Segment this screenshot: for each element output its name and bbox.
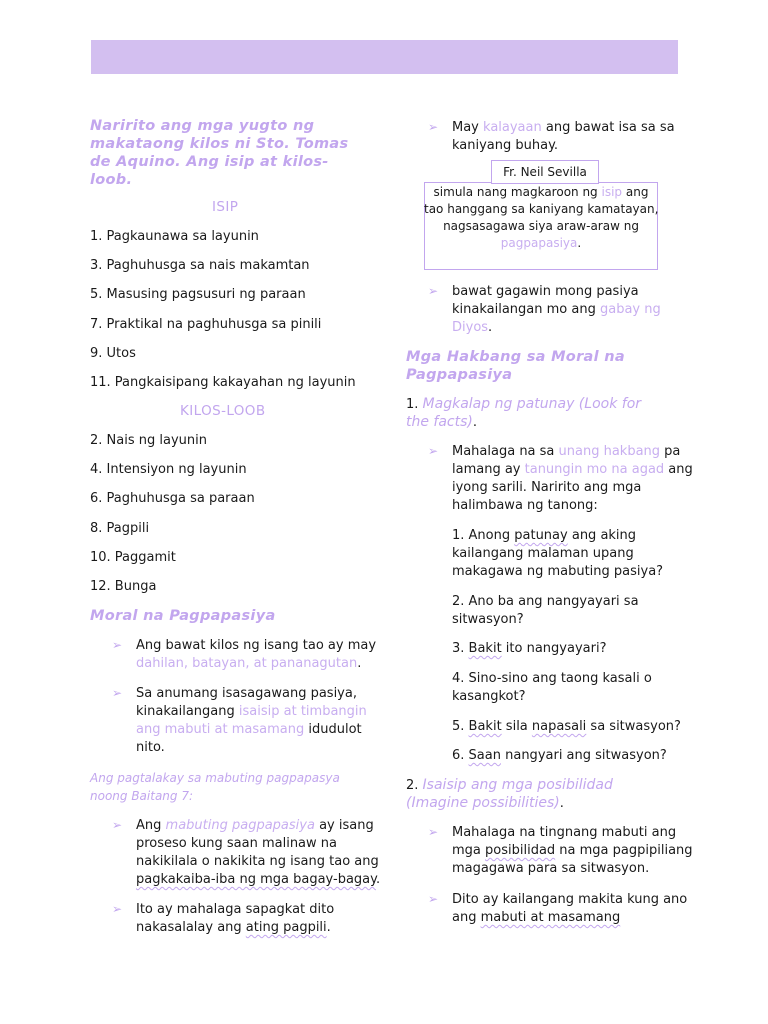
bullet-text: halimbawa ng tanong: [452, 498, 598, 513]
question-item: kailangang malaman upang [452, 546, 634, 561]
bullet-text: Ang bawat kilos ng isang tao ay may [136, 638, 377, 653]
isip-item: 5. Masusing pagsusuri ng paraan [90, 287, 306, 302]
quote-line: tao hanggang sa kaniyang kamatayan, [424, 202, 659, 216]
bullet-text: kinakailangan mo ang gabay ng [452, 302, 661, 317]
arrow-bullet-icon: ➢ [428, 284, 439, 298]
bullet-text: Sa anumang isasagawang pasiya, [136, 686, 357, 701]
bullet-text: nakikilala o nakikita ng isang tao ang [136, 854, 379, 869]
isip-heading: ISIP [212, 199, 239, 215]
bullet-text: kinakailangang isaisip at timbangin [136, 704, 367, 719]
bullet-text: lamang ay tanungin mo na agad ang [452, 462, 693, 477]
intro-line-4: loob. [90, 172, 133, 188]
bullet-text: ang mabuti at masamang idudulot [136, 722, 362, 737]
arrow-bullet-icon: ➢ [112, 902, 123, 916]
quote-line: pagpapasiya. [500, 236, 582, 250]
kilos-item: 4. Intensiyon ng layunin [90, 462, 247, 477]
question-item: makagawa ng mabuting pasiya? [452, 564, 664, 579]
bullet-text: Ang mabuting pagpapasiya ay isang [136, 818, 374, 833]
bullet-text: May kalayaan ang bawat isa sa sa [452, 120, 675, 135]
question-item: 6. Saan nangyari ang sitwasyon? [452, 748, 667, 763]
bullet-text: ang mabuti at masamang [452, 910, 621, 925]
header-banner [91, 40, 678, 74]
intro-line-2: makataong kilos ni Sto. Tomas [90, 136, 349, 152]
bullet-text: Mahalaga na sa unang hakbang pa [452, 444, 681, 459]
arrow-bullet-icon: ➢ [428, 120, 439, 134]
kilos-item: 2. Nais ng layunin [90, 433, 207, 448]
step-2-title: 2. Isaisip ang mga posibilidad [406, 777, 613, 793]
arrow-bullet-icon: ➢ [112, 686, 123, 700]
moral-heading: Moral na Pagpapasiya [90, 608, 276, 624]
bullet-text: dahilan, batayan, at pananagutan. [136, 656, 362, 671]
bullet-text: Mahalaga na tingnang mabuti ang [452, 825, 677, 840]
note-line: Ang pagtalakay sa mabuting pagpapasya [90, 771, 340, 785]
question-item: 3. Bakit ito nangyayari? [452, 641, 607, 656]
bullet-text: Ito ay mahalaga sapagkat dito [136, 902, 335, 917]
question-item: 1. Anong patunay ang aking [452, 528, 637, 543]
isip-item: 7. Praktikal na paghuhusga sa pinili [90, 317, 322, 332]
arrow-bullet-icon: ➢ [112, 638, 123, 652]
kilos-item: 10. Paggamit [90, 550, 176, 565]
arrow-bullet-icon: ➢ [428, 892, 439, 906]
step-2-title: (Imagine possibilities). [406, 795, 564, 811]
arrow-bullet-icon: ➢ [428, 444, 439, 458]
bullet-text: magagawa para sa sitwasyon. [452, 861, 650, 876]
kilos-item: 12. Bunga [90, 579, 157, 594]
kilos-item: 8. Pagpili [90, 521, 150, 536]
bullet-text: kaniyang buhay. [452, 138, 559, 153]
quote-line: simula nang magkaroon ng isip ang [433, 185, 649, 199]
bullet-text: Dito ay kailangang makita kung ano [452, 892, 688, 907]
quote-line: nagsasagawa siya araw-araw ng [443, 219, 639, 233]
quote-author-label: Fr. Neil Sevilla [491, 160, 599, 184]
kilos-item: 6. Paghuhusga sa paraan [90, 491, 255, 506]
kilos-loob-heading: KILOS-LOOB [180, 403, 266, 419]
question-item: 4. Sino-sino ang taong kasali o [452, 671, 652, 686]
bullet-text: nakasalalay ang ating pagpili. [136, 920, 331, 935]
step-1-title: the facts). [406, 414, 478, 430]
question-item: 2. Ano ba ang nangyayari sa [452, 594, 639, 609]
arrow-bullet-icon: ➢ [428, 825, 439, 839]
bullet-text: pagkakaiba-iba ng mga bagay-bagay. [136, 872, 381, 887]
step-1-title: 1. Magkalap ng patunay (Look for [406, 396, 642, 412]
note-line: noong Baitang 7: [90, 789, 194, 803]
intro-line-1: Naririto ang mga yugto ng [90, 118, 315, 134]
bullet-text: Diyos. [452, 320, 493, 335]
bullet-text: nito. [136, 740, 165, 755]
bullet-text: proseso kung saan malinaw na [136, 836, 337, 851]
question-item: kasangkot? [452, 689, 526, 704]
bullet-text: iyong sarili. Naririto ang mga [452, 480, 642, 495]
isip-item: 9. Utos [90, 346, 136, 361]
question-item: sitwasyon? [452, 612, 524, 627]
arrow-bullet-icon: ➢ [112, 818, 123, 832]
isip-item: 11. Pangkaisipang kakayahan ng layunin [90, 375, 356, 390]
intro-line-3: de Aquino. Ang isip at kilos- [90, 154, 329, 170]
isip-item: 1. Pagkaunawa sa layunin [90, 229, 259, 244]
steps-heading: Mga Hakbang sa Moral na [406, 349, 625, 365]
bullet-text: bawat gagawin mong pasiya [452, 284, 639, 299]
isip-item: 3. Paghuhusga sa nais makamtan [90, 258, 310, 273]
bullet-text: mga posibilidad na mga pagpipiliang [452, 843, 693, 858]
question-item: 5. Bakit sila napasali sa sitwasyon? [452, 719, 681, 734]
steps-heading: Pagpapasiya [406, 367, 513, 383]
